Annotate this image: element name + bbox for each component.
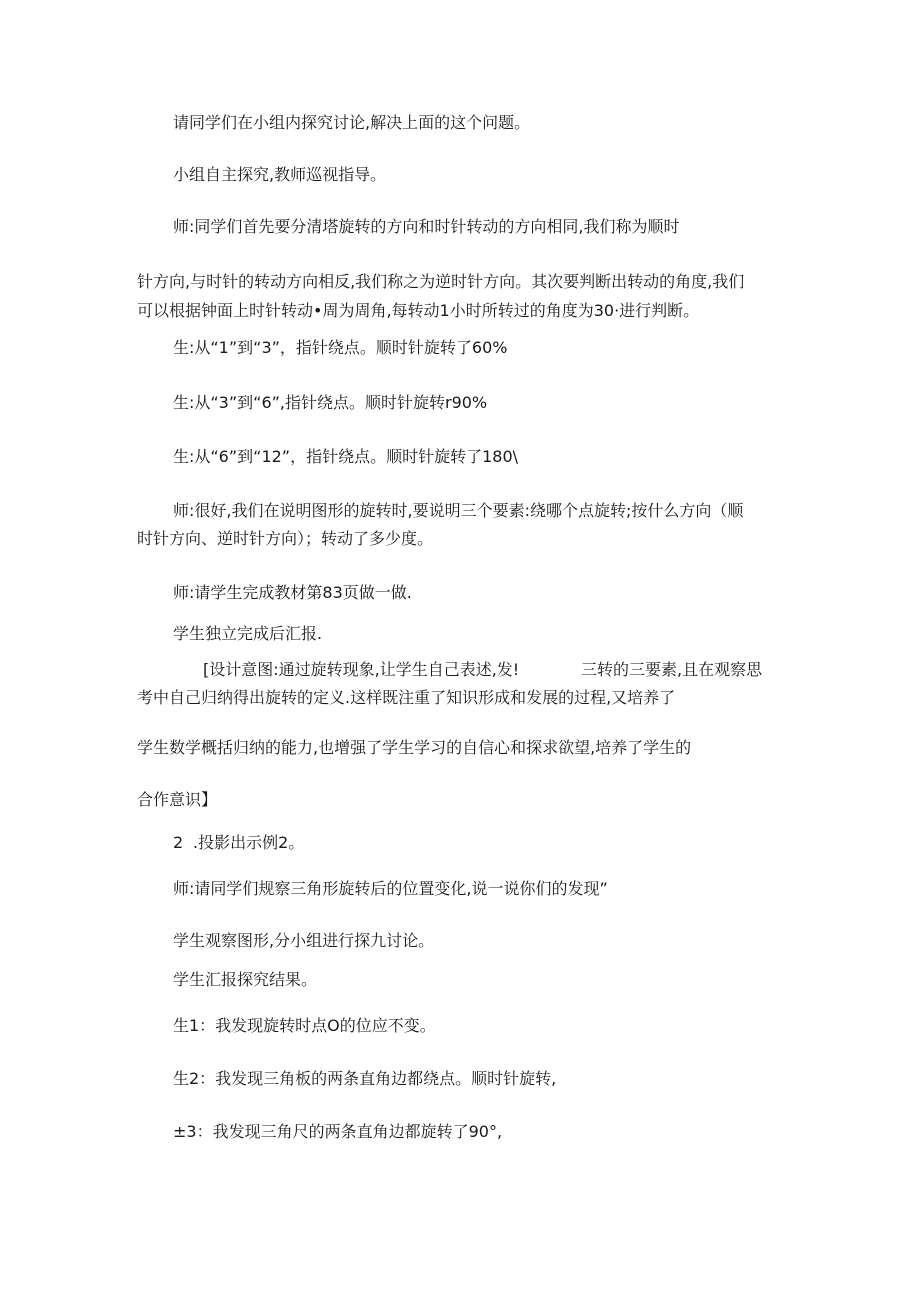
paragraph-line-18: 师:请同学们规察三角形旋转后的位置变化,说一说你们的发现”	[173, 879, 608, 898]
paragraph-line-23: ±3：我发现三角尺的两条直角边都旋转了90°,	[173, 1122, 503, 1141]
design-intent-continued: 三转的三要素,且在观察思	[581, 660, 763, 679]
paragraph-line-12: 学生独立完成后汇报.	[173, 624, 323, 643]
paragraph-line-20: 学生汇报探究结果。	[173, 970, 318, 989]
paragraph-line-10: 时针方向、逆时针方向）；转动了多少度。	[137, 529, 434, 548]
paragraph-line-4: 针方向,与时针的转动方向相反,我们称之为逆时针方向。其次要判断出转动的角度,我们	[137, 272, 745, 291]
paragraph-line-22: 生2：我发现三角板的两条直角边都绕点。顺时针旋转,	[173, 1069, 557, 1088]
paragraph-line-8: 生:从“6”到“12”，指针绕点。顺时针旋转了180\	[173, 447, 519, 466]
paragraph-line-6: 生:从“1”到“3”，指针绕点。顺时针旋转了60%	[173, 338, 508, 357]
paragraph-line-5: 可以根据钟面上时针转动•周为周角,每转动1小时所转过的角度为30·进行判断。	[137, 301, 700, 320]
paragraph-line-19: 学生观察图形,分小组进行探九讨论。	[173, 931, 435, 950]
paragraph-line-11: 师:请学生完成教材第83页做一做.	[173, 583, 412, 602]
paragraph-line-9: 师:很好,我们在说明图形的旋转时,要说明三个要素:绕哪个点旋转;按什么方向（顺	[173, 501, 744, 520]
example-heading: .投影出示例2。	[193, 833, 305, 852]
list-number: 2	[173, 833, 184, 852]
paragraph-line-2: 小组自主探究,教师巡视指导。	[173, 165, 387, 184]
paragraph-line-3: 师:同学们首先要分清塔旋转的方向和时针转动的方向相同,我们称为顺时	[173, 217, 680, 236]
paragraph-line-1: 请同学们在小组内探究讨论,解决上面的这个问题。	[173, 113, 531, 132]
design-intent-start: [设计意图:通过旋转现象,让学生自己表述,发!	[203, 660, 520, 679]
paragraph-line-7: 生:从“3”到“6”,指针绕点。顺时针旋转r90%	[173, 393, 488, 412]
paragraph-line-16: 合作意识】	[137, 790, 218, 809]
paragraph-line-14: 考中自己归纳得出旋转的定义.这样既注重了知识形成和发展的过程,又培养了	[137, 688, 676, 707]
paragraph-line-21: 生1：我发现旋转时点O的位应不变。	[173, 1016, 436, 1035]
paragraph-line-15: 学生数学概括归纳的能力,也增强了学生学习的自信心和探求欲望,培养了学生的	[137, 738, 692, 757]
